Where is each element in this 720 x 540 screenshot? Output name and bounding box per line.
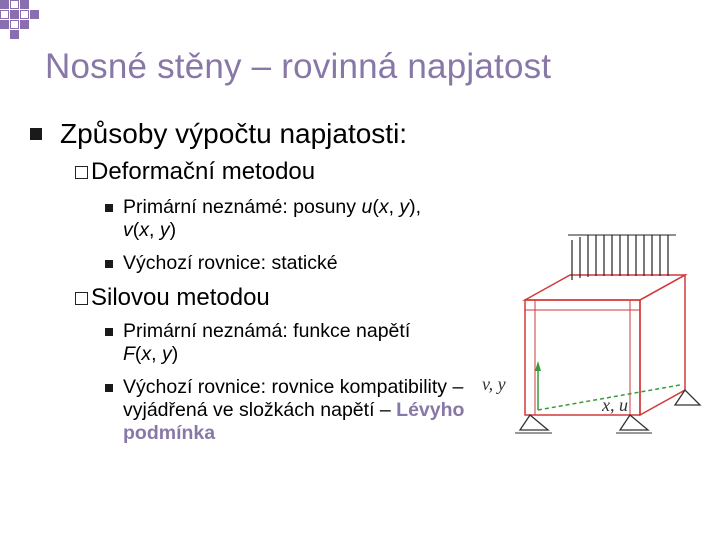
support-right [675,390,700,405]
hollow-square-bullet-icon [75,292,88,305]
square-bullet-icon [105,204,113,212]
list-item-text: Výchozí rovnice: rovnice kompatibility – vyjádřená ve složkách napětí – Lévyho podmínka [123,376,465,444]
square-bullet-icon [105,260,113,268]
wall-side-face [640,275,685,415]
support-middle [620,415,648,430]
list-item-text: Primární neznámé: posuny u(x, y), v(x, y) [123,196,422,241]
y-axis-label: v, y [482,374,506,394]
method-label: Silovou metodou [91,284,270,311]
square-bullet-icon [30,128,42,140]
square-bullet-icon [105,384,113,392]
wall-diagram [480,225,715,445]
square-bullet-icon [105,328,113,336]
method-label: Deformační metodou [91,158,316,185]
corner-decoration [0,0,60,40]
support-left [520,415,548,430]
slide-title: Nosné stěny – rovinná napjatost [45,47,552,86]
levy-condition-highlight: Lévyho podmínka [123,399,465,444]
hollow-square-bullet-icon [75,166,88,179]
load-arrows [572,235,668,280]
x-axis-label: x, u [602,395,628,415]
list-item-text: Primární neznámá: funkce napětí F(x, y) [123,320,411,365]
list-item-text: Výchozí rovnice: statické [123,252,338,274]
heading-text: Způsoby výpočtu napjatosti: [60,118,408,149]
